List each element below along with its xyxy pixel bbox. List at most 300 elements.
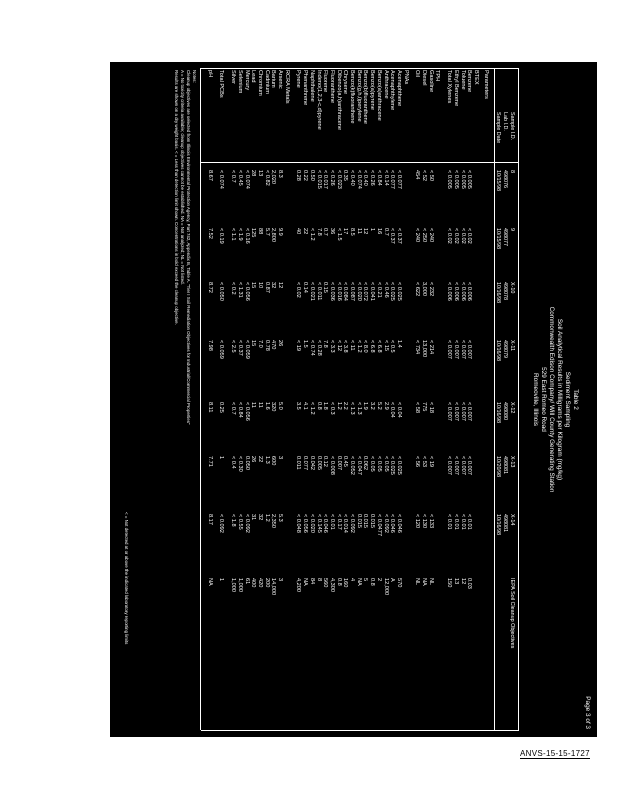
note-line: A = No toxicity criteria available; cleanup objectives cannot be established. NA = Not analyzed; NL = Not listed.	[180, 70, 186, 285]
table-cell: 0.35	[342, 170, 349, 181]
table-cell: 775	[421, 402, 428, 412]
parameter-name: Total PCBs	[218, 70, 225, 98]
table-cell: 1.2	[335, 402, 342, 410]
table-left-rule	[201, 68, 519, 69]
table-cell: 32	[257, 514, 263, 521]
table-cell: 320	[270, 402, 277, 412]
table-cell: < 1.8	[230, 514, 237, 527]
table-cell: 3	[277, 456, 284, 460]
table-cell: 0.50	[308, 170, 315, 181]
table-cell: < 622	[414, 282, 421, 297]
table-cell: 0.8	[315, 402, 322, 410]
column-sample: X-10	[509, 282, 515, 294]
table-cell: 560	[322, 578, 329, 588]
table-bottom-rule	[200, 68, 201, 730]
parameter-name: Diesel	[421, 70, 428, 86]
table-cell: < 0.007	[452, 340, 459, 359]
table-cell: 420	[257, 578, 263, 588]
table-cell: 3,000	[421, 282, 428, 296]
table-cell: 600	[270, 456, 277, 466]
table-cell: < 0.28	[315, 340, 322, 356]
parameter-name: Benzo(g,h,i)perylene	[355, 70, 362, 122]
table-cell: 2,800	[270, 228, 277, 242]
column-lab-id: 498076	[502, 170, 508, 188]
table-cell: < 232	[427, 282, 434, 297]
table-cell: 13,000	[421, 340, 428, 358]
table-cell: 160	[342, 578, 349, 588]
table-cell: < 0.074	[218, 170, 225, 189]
table-cell: < 0.005	[466, 170, 473, 189]
table-cell: 9.9	[277, 228, 284, 236]
table-cell: < 0.007	[459, 456, 466, 475]
table-cell: 0.050	[243, 456, 250, 470]
table-cell: < 0.74	[308, 340, 315, 356]
table-cell: < 0.02	[446, 228, 453, 244]
table-cell: < 0.020	[355, 282, 362, 301]
table-cell: < 12	[335, 340, 342, 352]
table-cell: 3.2	[369, 402, 376, 410]
table-cell: 31	[250, 514, 257, 521]
table-cell: 28	[250, 170, 257, 177]
table-cell: 8.67	[206, 170, 213, 181]
table-cell: 0.011	[295, 456, 302, 470]
table-cell: 0.8	[369, 578, 376, 586]
table-cell: 1.2	[263, 514, 270, 522]
table-cell: A	[389, 578, 396, 582]
parameter-name: Silver	[230, 70, 237, 84]
table-cell: 0.87	[263, 282, 270, 293]
table-cell: < 0.17	[335, 514, 342, 530]
table-cell: < 0.092	[349, 514, 356, 533]
column-lab-id: 498078	[502, 282, 508, 300]
table-cell: 13	[257, 170, 263, 177]
table-cell: < 0.55	[236, 514, 243, 530]
table-cell: 8.11	[206, 402, 213, 413]
table-cell: 5	[362, 578, 369, 582]
table-cell: < 0.40	[349, 170, 356, 186]
parameter-name: Arsenic	[277, 70, 284, 89]
table-cell: < 0.7	[230, 402, 237, 415]
parameter-name: Ethyl Benzene	[452, 70, 459, 107]
table-cell: < 0.007	[452, 456, 459, 475]
table-cell: < 8.0	[362, 340, 369, 353]
table-cell: < 1.1	[230, 228, 237, 241]
table-cell: < 1.2	[308, 402, 315, 415]
column-date: 10/16/98	[495, 340, 501, 361]
table-cell: < 0.021	[308, 282, 315, 301]
table-cell: < 0.056	[243, 282, 250, 301]
table-cell: < 0.072	[362, 282, 369, 301]
table-cell: < 1.31	[236, 282, 243, 298]
table-cell: 1	[369, 228, 376, 232]
table-cell: < 0.059	[243, 340, 250, 359]
table-cell: 0.015	[369, 514, 376, 528]
table-cell: 4	[349, 578, 356, 582]
group-name: PNAs	[402, 70, 409, 85]
table-cell: < 3.3	[329, 340, 335, 353]
table-cell: < 11	[349, 340, 356, 351]
parameter-name: Benzo(a)pyrene	[369, 70, 376, 110]
table-cell: 1	[218, 578, 225, 582]
header-lab-id: Lab I.D.	[502, 112, 508, 131]
table-cell: 84	[308, 578, 315, 585]
column-sample: X-13	[509, 456, 515, 468]
parameter-name: Total Xylenes	[446, 70, 453, 104]
column-lab-id: 498077	[502, 228, 508, 246]
table-cell: 1,000	[236, 578, 243, 592]
scanned-page	[110, 62, 597, 737]
table-cell: < 0.007	[466, 340, 473, 359]
table-cell: 12	[362, 228, 369, 235]
table-cell: 0.015	[362, 514, 369, 528]
column-date: 10/16/98	[495, 282, 501, 303]
table-cell: < 0.087	[349, 282, 356, 301]
table-cell: < 0.007	[452, 402, 459, 421]
table-cell: 2.2	[342, 402, 349, 410]
table-cell: < 0.046	[322, 514, 329, 533]
table-cell: 2,350	[270, 514, 277, 528]
table-cell: < 0.092	[382, 514, 389, 533]
table-cell: < 0.047	[355, 456, 362, 475]
table-cell: 15	[250, 282, 257, 289]
table-cell: < 0.025	[396, 456, 402, 475]
table-cell: 0.14	[302, 282, 309, 293]
column-date: 10/16/98	[495, 514, 501, 535]
group-name: BTEX	[473, 70, 479, 85]
table-cell: < 0.007	[466, 402, 473, 421]
table-cell: < 0.036	[329, 282, 335, 301]
table-cell: 0.8	[335, 578, 342, 586]
table-cell: 32	[270, 282, 277, 289]
table-cell: < 0.046	[396, 514, 402, 533]
parameter-name: Phenanthrene	[302, 70, 309, 106]
table-cell: NA	[355, 578, 362, 586]
table-cell: < 0.37	[236, 340, 243, 356]
table-cell: < 0.02	[295, 282, 302, 298]
table-cell: < 3.8	[342, 340, 349, 353]
table-cell: 0.78	[263, 340, 270, 351]
table-cell: 0.077	[302, 456, 309, 470]
table-cell: 4.1	[302, 402, 309, 410]
parameter-name: Benzo(b)fluoranthene	[362, 70, 369, 124]
table-cell: 7.52	[206, 228, 213, 239]
table-cell: < 0.007	[459, 340, 466, 359]
table-cell: 8.72	[206, 282, 213, 293]
parameter-name: Benzo(a)anthracene	[375, 70, 382, 121]
table-cell: < 0.056	[243, 402, 250, 421]
table-right-rule	[201, 730, 519, 731]
table-cell: 36	[329, 228, 335, 235]
table-cell: < 0.45	[236, 170, 243, 186]
table-cell: < 0.37	[396, 228, 402, 244]
table-cell: < 0.01	[466, 514, 473, 530]
parameter-name: Acenaphthene	[396, 70, 402, 107]
note-line: Notes:	[192, 70, 198, 83]
parameter-name: Barium	[270, 70, 277, 88]
column-date: 10/15/98	[495, 228, 501, 249]
table-cell: 0.28	[295, 170, 302, 181]
table-cell: 8.5	[349, 228, 356, 236]
table-cell: < 0.0477	[375, 514, 382, 536]
page-label: Page 3 of 3	[584, 696, 591, 729]
table-cell: < 0.092	[218, 514, 225, 533]
table-cell: < 0.007	[459, 402, 466, 421]
table-cell: 5.3	[277, 514, 284, 522]
table-cell: 0.7	[382, 228, 389, 236]
table-cell: 7.71	[206, 456, 213, 467]
table-cell: 1.8	[322, 402, 329, 410]
table-cell: < 56	[414, 456, 421, 468]
table-cell: < 0.82	[263, 170, 270, 186]
table-cell: < 0.4	[230, 456, 237, 469]
parameter-name: Pyrene	[295, 70, 302, 88]
table-cell: < 0.37	[389, 228, 396, 244]
parameter-name: Indeno(1,2,3-c,d)pyrene	[315, 70, 322, 130]
table-cell: 12	[459, 578, 466, 585]
parameter-name: Toluene	[459, 70, 466, 90]
table-cell: < 0.006	[466, 282, 473, 301]
table-cell: 7.0	[257, 340, 263, 348]
table-cell: 22	[302, 228, 309, 235]
table-cell: 40	[295, 228, 302, 235]
table-cell: < 1.3	[355, 402, 362, 415]
table-cell: 26	[277, 340, 284, 347]
table-cell: < 0.059	[218, 340, 225, 359]
table-cell: < 130	[421, 514, 428, 529]
table-cell: < 250	[421, 228, 428, 243]
parameter-name: Acenaphthylene	[389, 70, 396, 111]
table-cell: < 0.01	[329, 514, 335, 530]
table-cell: 1,000	[230, 578, 237, 592]
table-cell: 4,200	[295, 578, 302, 592]
table-cell: < 0.074	[243, 170, 250, 189]
header-sample-id: Sample I.D.	[509, 112, 515, 141]
table-cell: 0.25	[218, 402, 225, 413]
table-cell: < 0.020	[308, 514, 315, 533]
table-cell: 5.2	[375, 402, 382, 410]
header-sample-date: Sample Date	[495, 112, 501, 144]
table-cell: 2.9	[382, 402, 389, 410]
table-cell: 14,000	[270, 578, 277, 596]
table-cell: < 0.19	[218, 228, 225, 244]
table-cell: < 0.007	[466, 456, 473, 475]
table-cell: < 0.025	[396, 282, 402, 301]
column-date: 10/15/98	[495, 170, 501, 191]
table-cell: 8	[315, 578, 322, 582]
table-cell: < 0.14	[382, 170, 389, 186]
table-cell: 0.22	[302, 170, 309, 181]
table-cell: < 0.02	[452, 228, 459, 244]
table-cell: 13	[452, 578, 459, 585]
table-cell: < 0.01	[446, 514, 453, 530]
parameter-name: Benzene	[466, 70, 473, 93]
table-cell: < 19	[295, 340, 302, 352]
table-cell: < 240	[427, 228, 434, 243]
table-cell: 8.17	[206, 514, 213, 525]
table-cell: 1.4	[396, 340, 402, 348]
column-lab-id: 498081	[502, 456, 508, 474]
column-sample: 9	[509, 228, 515, 231]
parameter-name: Oil	[414, 70, 421, 77]
table-cell: 4,300	[329, 578, 335, 592]
table-cell: 5.7	[263, 228, 270, 236]
table-cell: < 0.048	[295, 514, 302, 533]
table-cell: < 0.02	[466, 228, 473, 244]
table-cell: 1.5	[302, 340, 309, 348]
table-cell: 7.8	[315, 228, 322, 236]
table-cell: 1.6	[263, 402, 270, 410]
table-cell: 11	[257, 402, 263, 408]
table-cell: 1.3	[263, 456, 270, 464]
parameter-name: Cadmium	[263, 70, 270, 94]
table-cell: < 1.2	[355, 340, 362, 353]
column-sample: X-12	[509, 402, 515, 414]
table-cell: < 1.2	[308, 228, 315, 241]
table-cell: < 50	[427, 170, 434, 182]
parameter-name: Gasoline	[427, 70, 434, 93]
parameter-name: Fluorene	[322, 70, 329, 93]
table-cell: 1	[218, 456, 225, 460]
parameter-name: Naphthalene	[308, 70, 315, 102]
document-id: ANVS-15-15-1727	[520, 749, 590, 758]
table-cell: 12,000	[382, 578, 389, 596]
table-cell: 11	[250, 402, 257, 408]
table-cell: 8.3	[277, 170, 284, 178]
table-cell: < 0.05	[369, 456, 376, 472]
table-cell: < 133	[427, 514, 434, 529]
table-cell: < 0.40	[362, 170, 369, 186]
table-cell: < 0.7	[230, 170, 237, 183]
table-cell: < 0.01	[452, 514, 459, 530]
column-lab-id: 498079	[502, 340, 508, 358]
table-cell: 17	[342, 228, 349, 235]
table-cell: 0.015	[355, 514, 362, 528]
column-date: 10/20/98	[495, 456, 501, 477]
column-lab-id: 498080	[502, 402, 508, 420]
table-cell: 10	[257, 282, 263, 289]
table-cell: < 0.015	[315, 170, 322, 189]
parameter-name: Dibenzo(a,h)anthracene	[335, 70, 342, 131]
table-cell: < 0.05	[375, 456, 382, 472]
table-cell: < 0.16	[243, 228, 250, 244]
parameter-name: Chrysene	[342, 70, 349, 94]
table-cell: < 0.04	[396, 402, 402, 418]
parameter-name: Selenium	[236, 70, 243, 94]
table-cell: < 18	[427, 402, 434, 414]
table-cell: < 734	[414, 340, 421, 355]
table-cell: < 0.04	[389, 402, 396, 418]
table-cell: < 0.006	[452, 282, 459, 301]
table-cell: < 0.025	[389, 456, 396, 475]
table-cell: < 0.084	[342, 282, 349, 301]
table-cell: 470	[270, 340, 277, 350]
table-cell: < 0.008	[329, 456, 335, 475]
table-cell: 0.03	[466, 578, 473, 589]
table-cell: 0.12	[322, 456, 329, 467]
right-note: < = Not detected at or above the indicated laboratory reporting limits	[124, 512, 129, 645]
table-cell: < 0.5	[389, 340, 396, 353]
table-cell: < 214	[427, 340, 434, 355]
table-cell: < 0.006	[446, 282, 453, 301]
table-cell: 0.005	[315, 456, 322, 470]
table-cell: < 0.014	[342, 514, 349, 533]
table-cell: < 120	[414, 514, 421, 529]
table-cell: 11	[355, 228, 362, 234]
table-cell: < 0.145	[315, 514, 322, 533]
table-cell: < 0.077	[389, 170, 396, 189]
table-cell: < 0.46	[382, 282, 389, 298]
table-cell: < 0.077	[396, 170, 402, 189]
table-cell: < 0.26	[369, 170, 376, 186]
table-cell: 7.8	[322, 340, 329, 348]
table-cell: 16	[375, 228, 382, 235]
table-cell: 1.9	[362, 402, 369, 410]
table-cell: 22	[257, 456, 263, 463]
parameter-name: pH	[206, 70, 213, 78]
parameter-column-rule	[201, 162, 519, 163]
parameter-name: Lead	[250, 70, 257, 83]
table-cell: 5.0	[277, 402, 284, 410]
table-cell: 0.042	[308, 456, 315, 470]
table-cell: < 15	[382, 340, 389, 352]
table-cell: < 240	[414, 228, 421, 243]
title-line: Soil Analytical Results in Milligrams per Kilogram (mg/kg)	[556, 318, 563, 481]
table-cell: < 0.3	[329, 402, 335, 415]
table-cell: < 2.5	[230, 340, 237, 353]
table-cell: 0.062	[362, 456, 369, 470]
note-line: Results are shown on a dry weight basis. < = Less than detection limit shown. Concentrations in bold exceed the cleanup objective.	[174, 70, 180, 325]
table-cell: < 0.05	[382, 456, 389, 472]
column-sample: X-14	[509, 514, 515, 526]
note-line: Cleanup objectives are selected from Illinois Environmental Protection Agency, Part 742, Appendix B, Table A. "Tier I Soil Remediation Objectives for Industrial/Commercial Properties"	[186, 70, 192, 425]
parameter-name: Fluoranthene	[329, 70, 335, 103]
table-cell: < 0.016	[335, 282, 342, 301]
column-date: 10/16/98	[495, 402, 501, 423]
table-cell: < 0.005	[452, 170, 459, 189]
table-cell: < 0.2	[230, 282, 237, 295]
table-cell: < 0.005	[459, 170, 466, 189]
table-cell: 0.45	[342, 456, 349, 467]
table-cell: NA	[302, 578, 309, 586]
table-cell: 7.98	[206, 340, 213, 351]
table-cell: < 0.011	[315, 282, 322, 301]
table-cell: 0.7	[322, 228, 329, 236]
table-cell: NL	[427, 578, 434, 586]
parameter-name: Chromium	[257, 70, 263, 96]
table-cell: 61	[243, 578, 250, 585]
table-cell: < 0.005	[446, 170, 453, 189]
table-cell: < 0.26	[329, 170, 335, 186]
table-cell: < 19	[427, 456, 434, 468]
table-top-rule	[518, 68, 519, 730]
table-cell: < 58	[414, 402, 421, 414]
table-cell: < 0.007	[446, 402, 453, 421]
parameter-name: Benzo(k)fluoranthene	[349, 70, 356, 124]
table-cell: < 0.050	[218, 282, 225, 301]
table-cell: < 0.056	[302, 514, 309, 533]
table-cell: < 0.023	[335, 170, 342, 189]
table-cell: < 6.8	[375, 340, 382, 353]
parameters-heading: Parameters	[483, 70, 489, 99]
table-cell: 0.15	[322, 282, 329, 293]
table-cell: < 0.025	[389, 282, 396, 301]
table-cell: 88	[257, 228, 263, 235]
table-cell: 3.5	[295, 402, 302, 410]
table-cell: 570	[396, 578, 402, 588]
table-cell: 26	[250, 456, 257, 463]
table-cell: < 0.007	[446, 456, 453, 475]
parameter-name: Mercury	[243, 70, 250, 91]
